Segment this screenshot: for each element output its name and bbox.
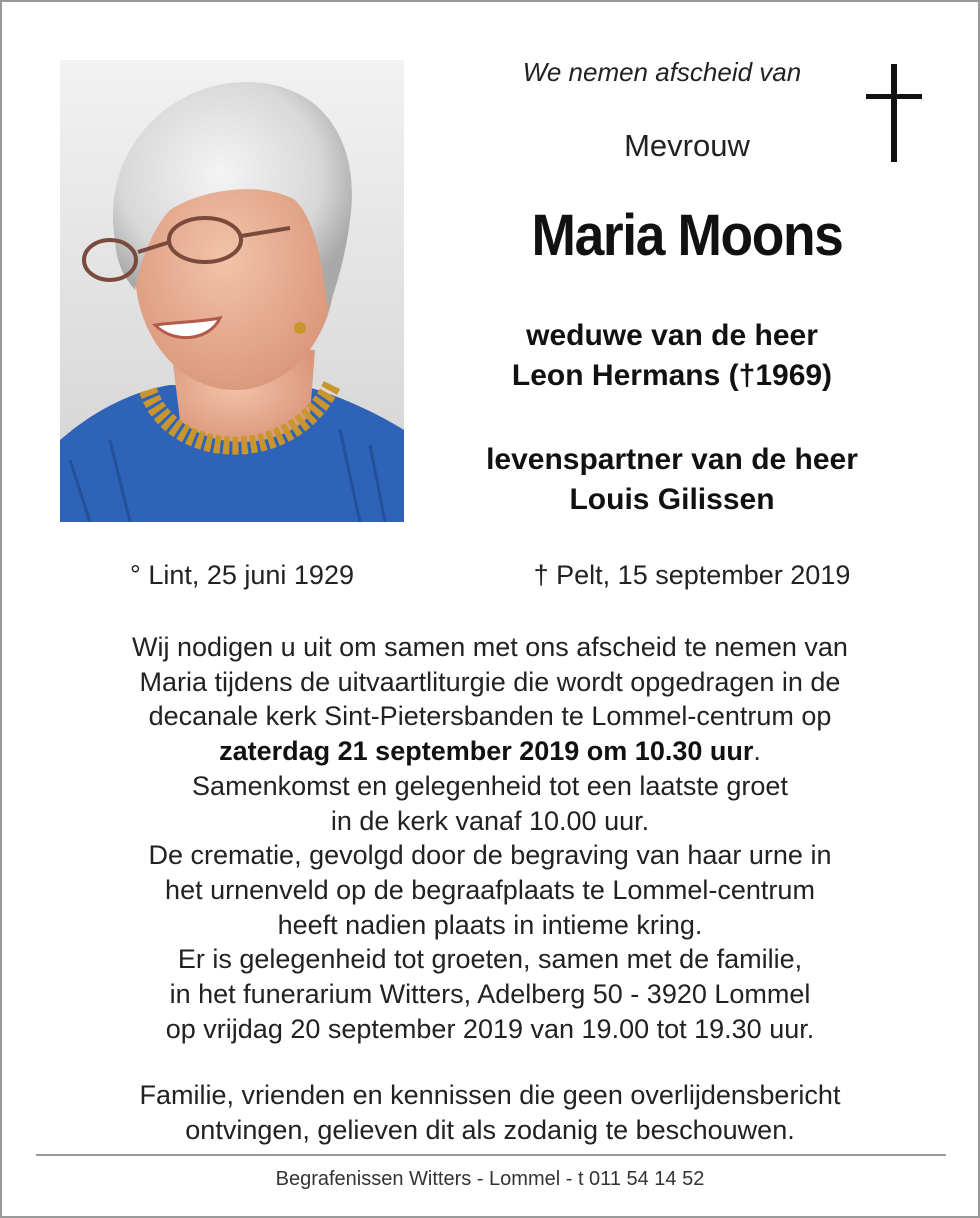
divider xyxy=(36,1154,946,1156)
portrait-photo xyxy=(60,60,404,522)
birth-info: ° Lint, 25 juni 1929 xyxy=(130,560,354,590)
relation-partner-line2: Louis Gilissen xyxy=(569,483,775,516)
body-line: Er is gelegenheid tot groeten, samen met de familie, xyxy=(177,944,803,975)
body-line: in het funerarium Witters, Adelberg 50 - 3920 Lommel xyxy=(169,979,811,1010)
closing-note xyxy=(32,1078,948,1147)
body-line: De crematie, gevolgd door de begraving van haar urne in xyxy=(148,840,832,871)
relation-partner xyxy=(432,440,912,520)
body-line: decanale kerk Sint-Pietersbanden te Lommel-centrum op xyxy=(148,701,832,732)
deceased-name: Maria Moons xyxy=(531,203,843,268)
intro-text: We nemen afscheid van xyxy=(522,57,802,87)
service-datetime-end: . xyxy=(753,736,761,767)
death-info: † Pelt, 15 september 2019 xyxy=(533,560,851,590)
closing-line: ontvingen, gelieven dit als zodanig te beschouwen. xyxy=(185,1114,795,1145)
funeral-home-footer: Begrafenissen Witters - Lommel - t 011 54 14 52 xyxy=(275,1168,705,1190)
body-line: heeft nadien plaats in intieme kring. xyxy=(277,909,703,940)
funeral-announcement xyxy=(32,630,948,1046)
service-datetime-bold: zaterdag 21 september 2019 om 10.30 uur xyxy=(219,736,754,767)
body-line: Samenkomst en gelegenheid tot een laatste groet xyxy=(192,770,788,801)
body-line: op vrijdag 20 september 2019 van 19.00 tot 19.30 uur. xyxy=(165,1013,815,1044)
relation-widow-line2: Leon Hermans (†1969) xyxy=(511,359,833,392)
service-datetime xyxy=(32,734,948,769)
body-line: Wij nodigen u uit om samen met ons afscheid te nemen van xyxy=(132,632,848,662)
relation-widow-line1: weduwe van de heer xyxy=(526,319,818,352)
body-line: Maria tijdens de uitvaartliturgie die wordt opgedragen in de xyxy=(139,666,841,697)
relation-widow xyxy=(432,316,912,396)
salutation: Mevrouw xyxy=(624,128,750,163)
body-line: in de kerk vanaf 10.00 uur. xyxy=(330,805,650,836)
closing-line: Familie, vrienden en kennissen die geen overlijdensbericht xyxy=(139,1080,841,1110)
body-line: het urnenveld op de begraafplaats te Lommel-centrum xyxy=(165,874,815,905)
relation-partner-line1: levenspartner van de heer xyxy=(486,443,858,476)
